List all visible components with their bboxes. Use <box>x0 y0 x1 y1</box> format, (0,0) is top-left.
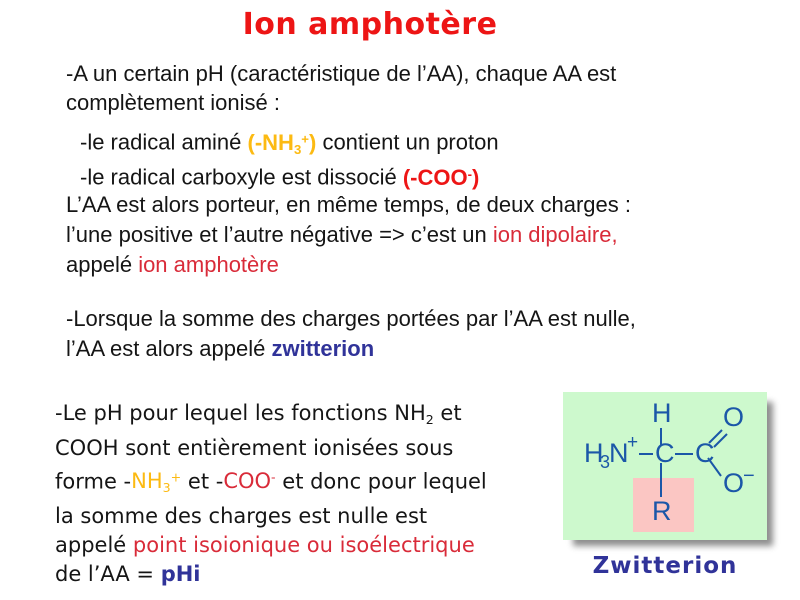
text-line: la somme des charges est nulle est <box>55 503 428 528</box>
text-line: complètement ionisé : <box>66 90 280 115</box>
superscript: - <box>467 166 472 181</box>
atom-o-bottom: O <box>723 468 745 498</box>
zwitterion-paragraph <box>66 304 636 364</box>
subscript: 3 <box>293 141 302 157</box>
dipolar-paragraph <box>66 190 631 280</box>
highlight-zwitterion: zwitterion <box>271 336 375 361</box>
zwitterion-structure-diagram <box>563 392 767 540</box>
amine-radical-line <box>80 124 499 164</box>
subscript: 3 <box>162 479 171 495</box>
text-line: COOH sont entièrement ionisées sous <box>55 435 454 460</box>
intro-paragraph <box>66 59 616 117</box>
text-segment: l’AA est alors appelé <box>66 336 272 361</box>
ph-paragraph <box>55 399 487 589</box>
formula-text: ) <box>471 164 480 190</box>
diagram-caption: Zwitterion <box>592 553 738 579</box>
text-line <box>55 463 487 502</box>
formula-text: NH <box>131 469 163 494</box>
highlight-ion-dipolaire: ion dipolaire, <box>492 222 618 247</box>
formula-text: ) <box>309 129 317 155</box>
text-segment: appelé <box>66 252 139 277</box>
formula-text: (-NH <box>247 129 294 155</box>
atom-h-left: H <box>584 438 604 468</box>
atom-r: R <box>652 496 672 526</box>
atom-c-alpha: C <box>655 438 675 468</box>
text-line <box>55 399 487 434</box>
coo-formula <box>223 469 275 493</box>
coo-formula <box>403 165 480 190</box>
formula-text: (-COO <box>402 164 468 190</box>
highlight-phi: pHi <box>160 561 201 586</box>
superscript: + <box>170 469 182 485</box>
atom-c-carboxyl: C <box>695 438 715 468</box>
text-segment: l’une positive et l’autre négative => c’est un <box>66 222 493 247</box>
text-segment: et donc pour lequel <box>275 469 487 494</box>
text-segment: appelé <box>55 532 133 557</box>
text-line: -Lorsque la somme des charges portées par l’AA est nulle, <box>66 306 636 331</box>
atom-h-sub3: 3 <box>600 452 611 472</box>
superscript: + <box>301 131 309 146</box>
text-line <box>55 531 487 560</box>
superscript: - <box>271 469 276 485</box>
text-line <box>66 334 636 364</box>
nh3-formula <box>131 469 181 493</box>
text-line <box>55 560 487 589</box>
chemical-structure-drawing <box>563 392 767 540</box>
text-line <box>66 250 631 280</box>
subscript: 2 <box>425 411 434 427</box>
highlight-point-isoionique: point isoionique ou isoélectrique <box>132 532 475 557</box>
text-segment: de l’AA = <box>55 561 161 586</box>
text-segment: -le radical carboxyle est dissocié <box>80 164 403 190</box>
atom-o-minus: − <box>743 465 755 487</box>
page-title: Ion amphotère <box>242 7 498 42</box>
atom-n-plus: + <box>627 432 639 453</box>
highlight-ion-amphotere: ion amphotère <box>138 252 279 277</box>
text-segment: et - <box>181 469 224 494</box>
carboxyle-radical-line <box>80 159 479 192</box>
text-segment: -le radical aminé <box>80 129 248 155</box>
text-line: L’AA est alors porteur, en même temps, de deux charges : <box>66 192 631 217</box>
formula-text: COO <box>223 469 272 494</box>
text-segment: contient un proton <box>316 129 499 155</box>
text-segment: forme - <box>55 469 132 494</box>
atom-h-top: H <box>652 398 672 428</box>
text-line: -A un certain pH (caractéristique de l’AA), chaque AA est <box>66 61 617 86</box>
text-segment: -Le pH pour lequel les fonctions NH <box>55 401 426 425</box>
text-line <box>66 220 631 250</box>
atom-n: N <box>609 438 629 468</box>
text-segment: et <box>433 401 462 425</box>
nh3-formula <box>248 130 317 155</box>
atom-o-top: O <box>723 402 745 432</box>
